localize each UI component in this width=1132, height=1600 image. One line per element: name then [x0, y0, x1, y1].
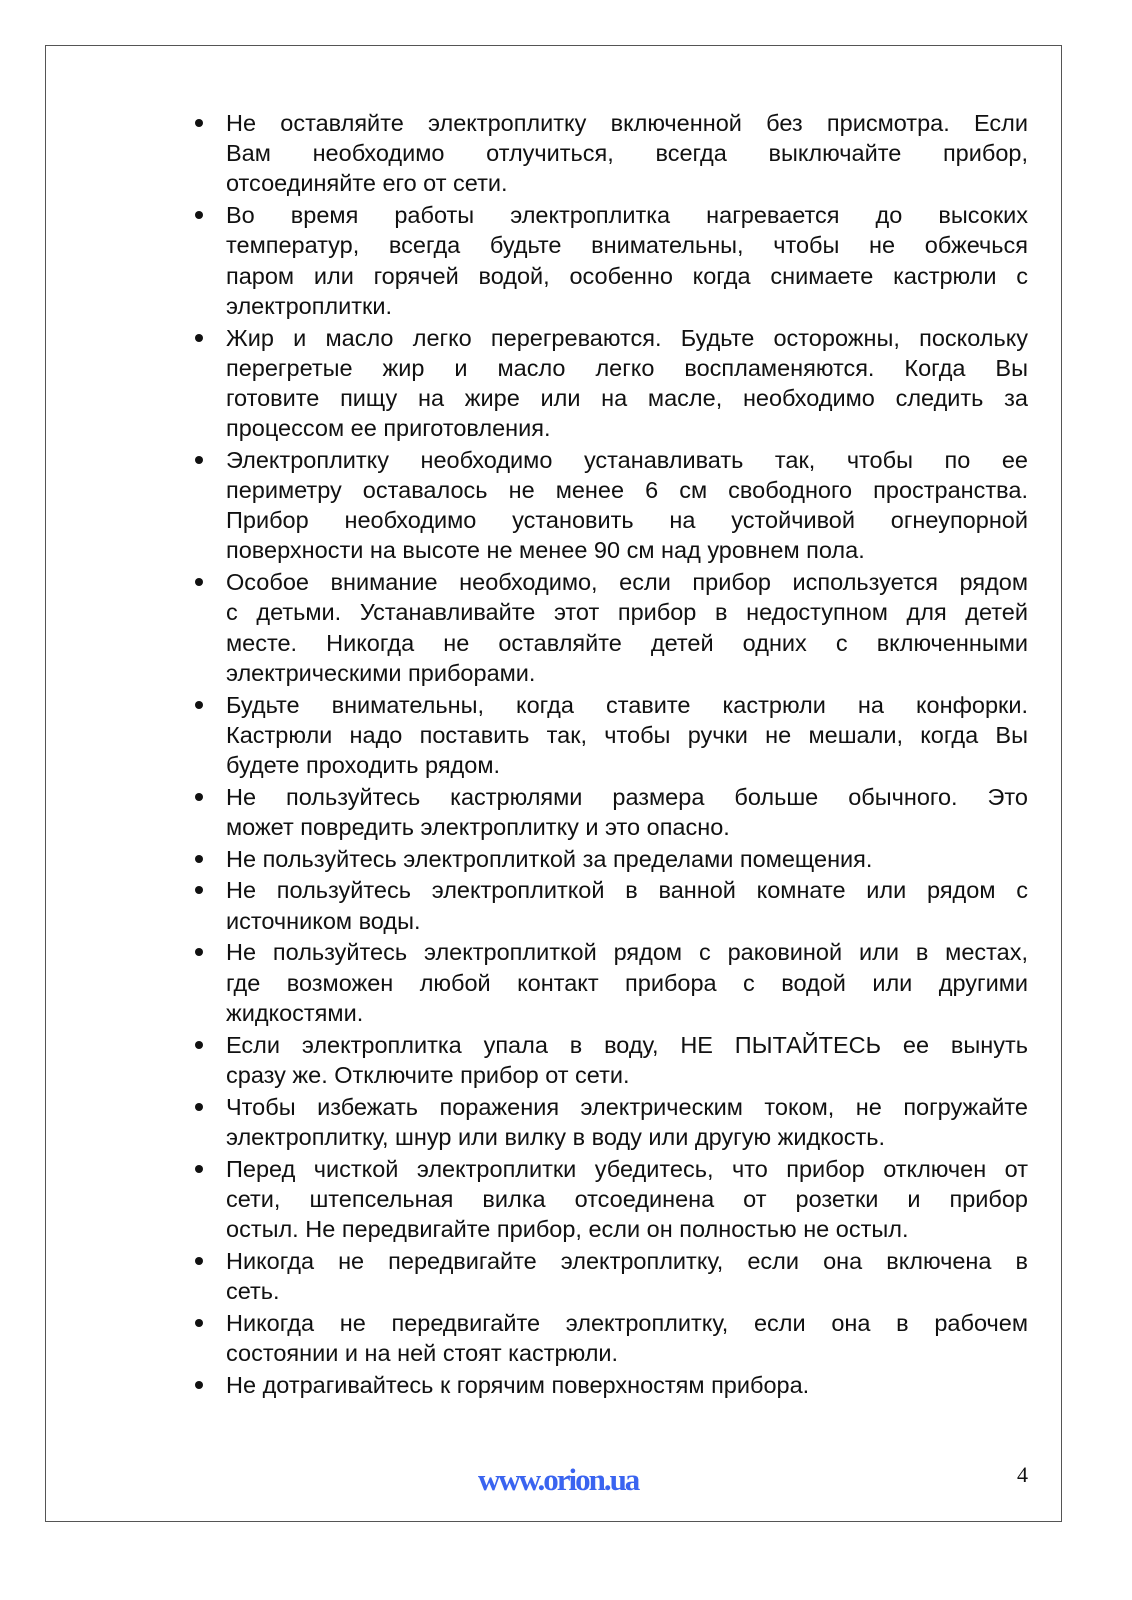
list-item — [192, 1308, 1028, 1368]
list-item-text-line: поверхности на высоте не менее 90 см над уровнем пола. — [226, 537, 865, 564]
list-item-text-line: Никогда не передвигайте электроплитку, если она в рабочем — [226, 1309, 1028, 1336]
bullet-icon — [195, 1257, 203, 1265]
list-item-text-line: с детьми. Устанавливайте этот прибор в недоступном для детей — [226, 599, 1028, 626]
list-item-text-line: Чтобы избежать поражения электрическим током, не погружайте — [226, 1093, 1028, 1120]
list-item — [192, 1370, 1028, 1400]
list-item-text-line: остыл. Не передвигайте прибор, если он полностью не остыл. — [226, 1215, 909, 1242]
list-item-text-line: месте. Никогда не оставляйте детей одних с включенными — [226, 629, 1028, 656]
list-item — [192, 1092, 1028, 1152]
list-item-text-line: сеть. — [226, 1277, 280, 1304]
list-item — [192, 875, 1028, 935]
list-item-text-line: жидкостями. — [226, 999, 364, 1026]
bullet-icon — [195, 119, 203, 127]
list-item-text-line: где возможен любой контакт прибора с водой или другими — [226, 969, 1028, 996]
list-item-text-line: Не пользуйтесь электроплиткой за пределами помещения. — [226, 845, 873, 872]
list-item-text-line: отсоединяйте его от сети. — [226, 170, 508, 197]
list-item-text-line: Кастрюли надо поставить так, чтобы ручки не мешали, когда Вы — [226, 721, 1028, 748]
list-item-text-line: Не пользуйтесь кастрюлями размера больше обычного. Это — [226, 783, 1028, 810]
list-item — [192, 567, 1028, 688]
list-item — [192, 1154, 1028, 1245]
list-item — [192, 937, 1028, 1028]
list-item-text-line: Электроплитку необходимо устанавливать так, чтобы по ее — [226, 446, 1028, 473]
list-item-text-line: Не пользуйтесь электроплиткой в ванной комнате или рядом с — [226, 877, 1028, 904]
list-item — [192, 690, 1028, 781]
list-item-text-line: Вам необходимо отлучиться, всегда выключайте прибор, — [226, 140, 1028, 167]
list-item-text-line: будете проходить рядом. — [226, 751, 501, 778]
list-item-text-line: сети, штепсельная вилка отсоединена от розетки и прибор — [226, 1185, 1028, 1212]
list-item-text-line: Не дотрагивайтесь к горячим поверхностям прибора. — [226, 1371, 810, 1398]
bullet-icon — [195, 1381, 203, 1389]
list-item-text-line: температур, всегда будьте внимательны, чтобы не обжечься — [226, 232, 1028, 259]
list-item-text-line: готовите пищу на жире или на масле, необходимо следить за — [226, 384, 1028, 411]
list-item — [192, 108, 1028, 199]
list-item-text-line: состоянии и на ней стоят кастрюли. — [226, 1339, 619, 1366]
list-item-text-line: Перед чисткой электроплитки убедитесь, что прибор отключен от — [226, 1155, 1028, 1182]
list-item-text-line: Жир и масло легко перегреваются. Будьте осторожны, поскольку — [226, 324, 1028, 351]
bullet-icon — [195, 1319, 203, 1327]
list-item — [192, 200, 1028, 321]
safety-instructions-list — [192, 108, 1028, 1401]
bullet-icon — [195, 855, 203, 863]
footer-website-link[interactable]: www.orion.ua — [478, 1462, 639, 1497]
list-item-text-line: периметру оставалось не менее 6 см свободного пространства. — [226, 477, 1028, 504]
bullet-icon — [195, 701, 203, 709]
list-item-text-line: электроплитки. — [226, 292, 392, 319]
bullet-icon — [195, 211, 203, 219]
bullet-icon — [195, 886, 203, 894]
bullet-icon — [195, 1041, 203, 1049]
list-item — [192, 445, 1028, 566]
list-item-text-line: Прибор необходимо установить на устойчивой огнеупорной — [226, 507, 1028, 534]
list-item-text-line: источником воды. — [226, 907, 421, 934]
list-item-text-line: Будьте внимательны, когда ставите кастрюли на конфорки. — [226, 691, 1028, 718]
page-number: 4 — [1017, 1462, 1028, 1487]
bullet-icon — [195, 456, 203, 464]
list-item-text-line: может повредить электроплитку и это опасно. — [226, 813, 730, 840]
list-item — [192, 844, 1028, 874]
bullet-icon — [195, 793, 203, 801]
list-item-text-line: электроплитку, шнур или вилку в воду или другую жидкость. — [226, 1123, 886, 1150]
list-item-text-line: Никогда не передвигайте электроплитку, если она включена в — [226, 1247, 1028, 1274]
list-item-text-line: Особое внимание необходимо, если прибор используется рядом — [226, 569, 1028, 596]
bullet-icon — [195, 1103, 203, 1111]
bullet-icon — [195, 948, 203, 956]
list-item — [192, 782, 1028, 842]
list-item-text-line: перегретые жир и масло легко воспламеняются. Когда Вы — [226, 354, 1028, 381]
list-item-text-line: паром или горячей водой, особенно когда снимаете кастрюли с — [226, 262, 1028, 289]
list-item-text-line: электрическими приборами. — [226, 659, 536, 686]
list-item — [192, 323, 1028, 444]
list-item-text-line: Не оставляйте электроплитку включенной без присмотра. Если — [226, 110, 1028, 136]
bullet-icon — [195, 1165, 203, 1173]
list-item-text-line: Не пользуйтесь электроплиткой рядом с раковиной или в местах, — [226, 939, 1028, 966]
list-item — [192, 1030, 1028, 1090]
list-item-text-line: Во время работы электроплитка нагревается до высоких — [226, 202, 1028, 229]
list-item-text-line: сразу же. Отключите прибор от сети. — [226, 1061, 630, 1088]
bullet-icon — [195, 334, 203, 342]
list-item-text-line: процессом ее приготовления. — [226, 415, 551, 442]
bullet-icon — [195, 578, 203, 586]
list-item — [192, 1246, 1028, 1306]
list-item-text-line: Если электроплитка упала в воду, НЕ ПЫТАЙТЕСЬ ее вынуть — [226, 1031, 1028, 1058]
